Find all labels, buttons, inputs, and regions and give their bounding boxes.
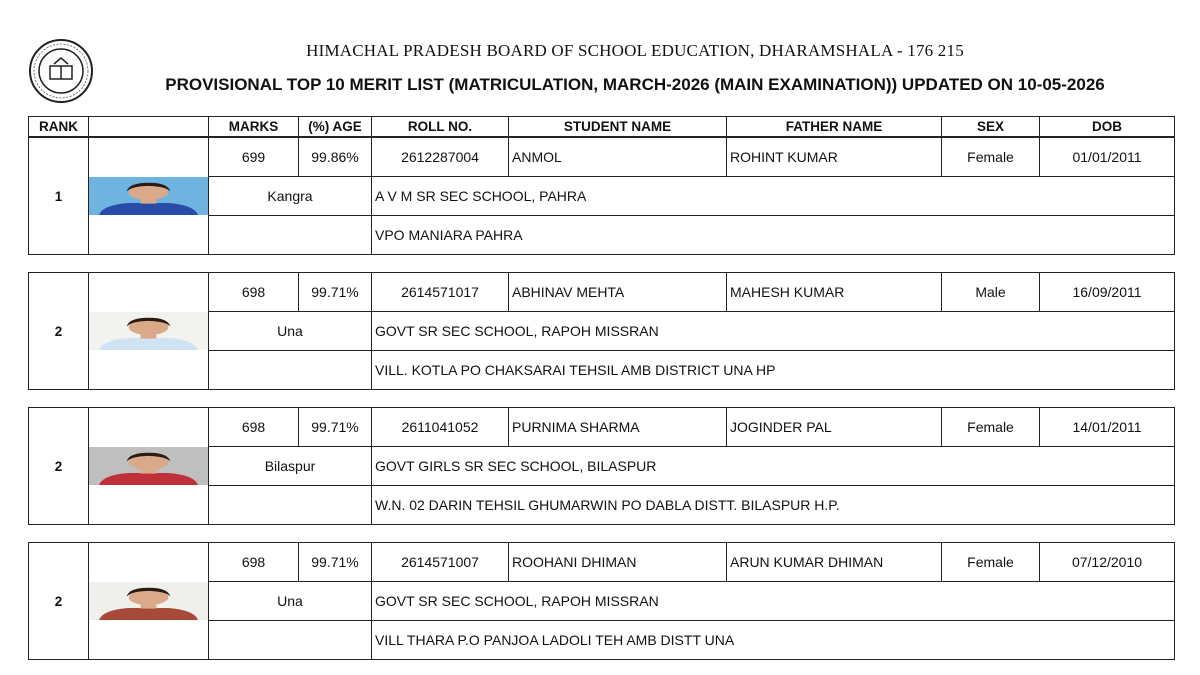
marks-cell: 698 xyxy=(209,408,299,447)
sex-cell: Female xyxy=(942,138,1040,177)
marks-cell: 698 xyxy=(209,273,299,312)
father-name-cell: ARUN KUMAR DHIMAN xyxy=(727,543,942,582)
marks-cell: 698 xyxy=(209,543,299,582)
rank-cell: 2 xyxy=(29,543,89,660)
district-cell: Bilaspur xyxy=(209,447,372,486)
district-cell: Una xyxy=(209,312,372,351)
roll-cell: 2611041052 xyxy=(372,408,509,447)
student-name-cell: PURNIMA SHARMA xyxy=(509,408,727,447)
rank-cell: 2 xyxy=(29,408,89,525)
address-cell: W.N. 02 DARIN TEHSIL GHUMARWIN PO DABLA DISTT. BILASPUR H.P. xyxy=(372,486,1175,525)
merit-record xyxy=(28,542,1175,660)
col-sex: SEX xyxy=(942,117,1040,137)
col-student-name: STUDENT NAME xyxy=(509,117,727,137)
father-name-cell: MAHESH KUMAR xyxy=(727,273,942,312)
address-cell: VILL THARA P.O PANJOA LADOLI TEH AMB DISTT UNA xyxy=(372,621,1175,660)
student-name-cell: ANMOL xyxy=(509,138,727,177)
dob-cell: 14/01/2011 xyxy=(1040,408,1175,447)
percent-cell: 99.71% xyxy=(299,543,372,582)
sex-cell: Female xyxy=(942,543,1040,582)
blank-cell xyxy=(209,351,372,390)
table-header xyxy=(28,116,1175,137)
school-cell: GOVT SR SEC SCHOOL, RAPOH MISSRAN xyxy=(372,312,1175,351)
school-cell: GOVT SR SEC SCHOOL, RAPOH MISSRAN xyxy=(372,582,1175,621)
merit-record xyxy=(28,407,1175,525)
col-dob: DOB xyxy=(1040,117,1175,137)
school-cell: A V M SR SEC SCHOOL, PAHRA xyxy=(372,177,1175,216)
father-name-cell: JOGINDER PAL xyxy=(727,408,942,447)
dob-cell: 01/01/2011 xyxy=(1040,138,1175,177)
student-photo xyxy=(89,408,209,525)
student-name-cell: ROOHANI DHIMAN xyxy=(509,543,727,582)
sex-cell: Female xyxy=(942,408,1040,447)
board-title: HIMACHAL PRADESH BOARD OF SCHOOL EDUCATION, DHARAMSHALA - 176 215 xyxy=(306,41,964,60)
district-cell: Kangra xyxy=(209,177,372,216)
student-photo xyxy=(89,543,209,660)
col-photo xyxy=(89,117,209,137)
blank-cell xyxy=(209,621,372,660)
merit-record xyxy=(28,137,1175,255)
roll-cell: 2612287004 xyxy=(372,138,509,177)
address-cell: VILL. KOTLA PO CHAKSARAI TEHSIL AMB DISTRICT UNA HP xyxy=(372,351,1175,390)
col-percent: (%) AGE xyxy=(299,117,372,137)
roll-cell: 2614571007 xyxy=(372,543,509,582)
merit-list-title: PROVISIONAL TOP 10 MERIT LIST (MATRICULATION, MARCH-2026 (MAIN EXAMINATION)) UPDATED ON 10-05-2026 xyxy=(165,75,1105,94)
address-cell: VPO MANIARA PAHRA xyxy=(372,216,1175,255)
rank-cell: 1 xyxy=(29,138,89,255)
percent-cell: 99.71% xyxy=(299,408,372,447)
blank-cell xyxy=(209,486,372,525)
district-cell: Una xyxy=(209,582,372,621)
col-marks: MARKS xyxy=(209,117,299,137)
merit-record xyxy=(28,272,1175,390)
father-name-cell: ROHINT KUMAR xyxy=(727,138,942,177)
marks-cell: 699 xyxy=(209,138,299,177)
student-photo xyxy=(89,273,209,390)
col-father-name: FATHER NAME xyxy=(727,117,942,137)
rank-cell: 2 xyxy=(29,273,89,390)
col-roll: ROLL NO. xyxy=(372,117,509,137)
percent-cell: 99.71% xyxy=(299,273,372,312)
blank-cell xyxy=(209,216,372,255)
sex-cell: Male xyxy=(942,273,1040,312)
student-photo xyxy=(89,138,209,255)
dob-cell: 16/09/2011 xyxy=(1040,273,1175,312)
dob-cell: 07/12/2010 xyxy=(1040,543,1175,582)
roll-cell: 2614571017 xyxy=(372,273,509,312)
percent-cell: 99.86% xyxy=(299,138,372,177)
student-name-cell: ABHINAV MEHTA xyxy=(509,273,727,312)
col-rank: RANK xyxy=(29,117,89,137)
school-cell: GOVT GIRLS SR SEC SCHOOL, BILASPUR xyxy=(372,447,1175,486)
